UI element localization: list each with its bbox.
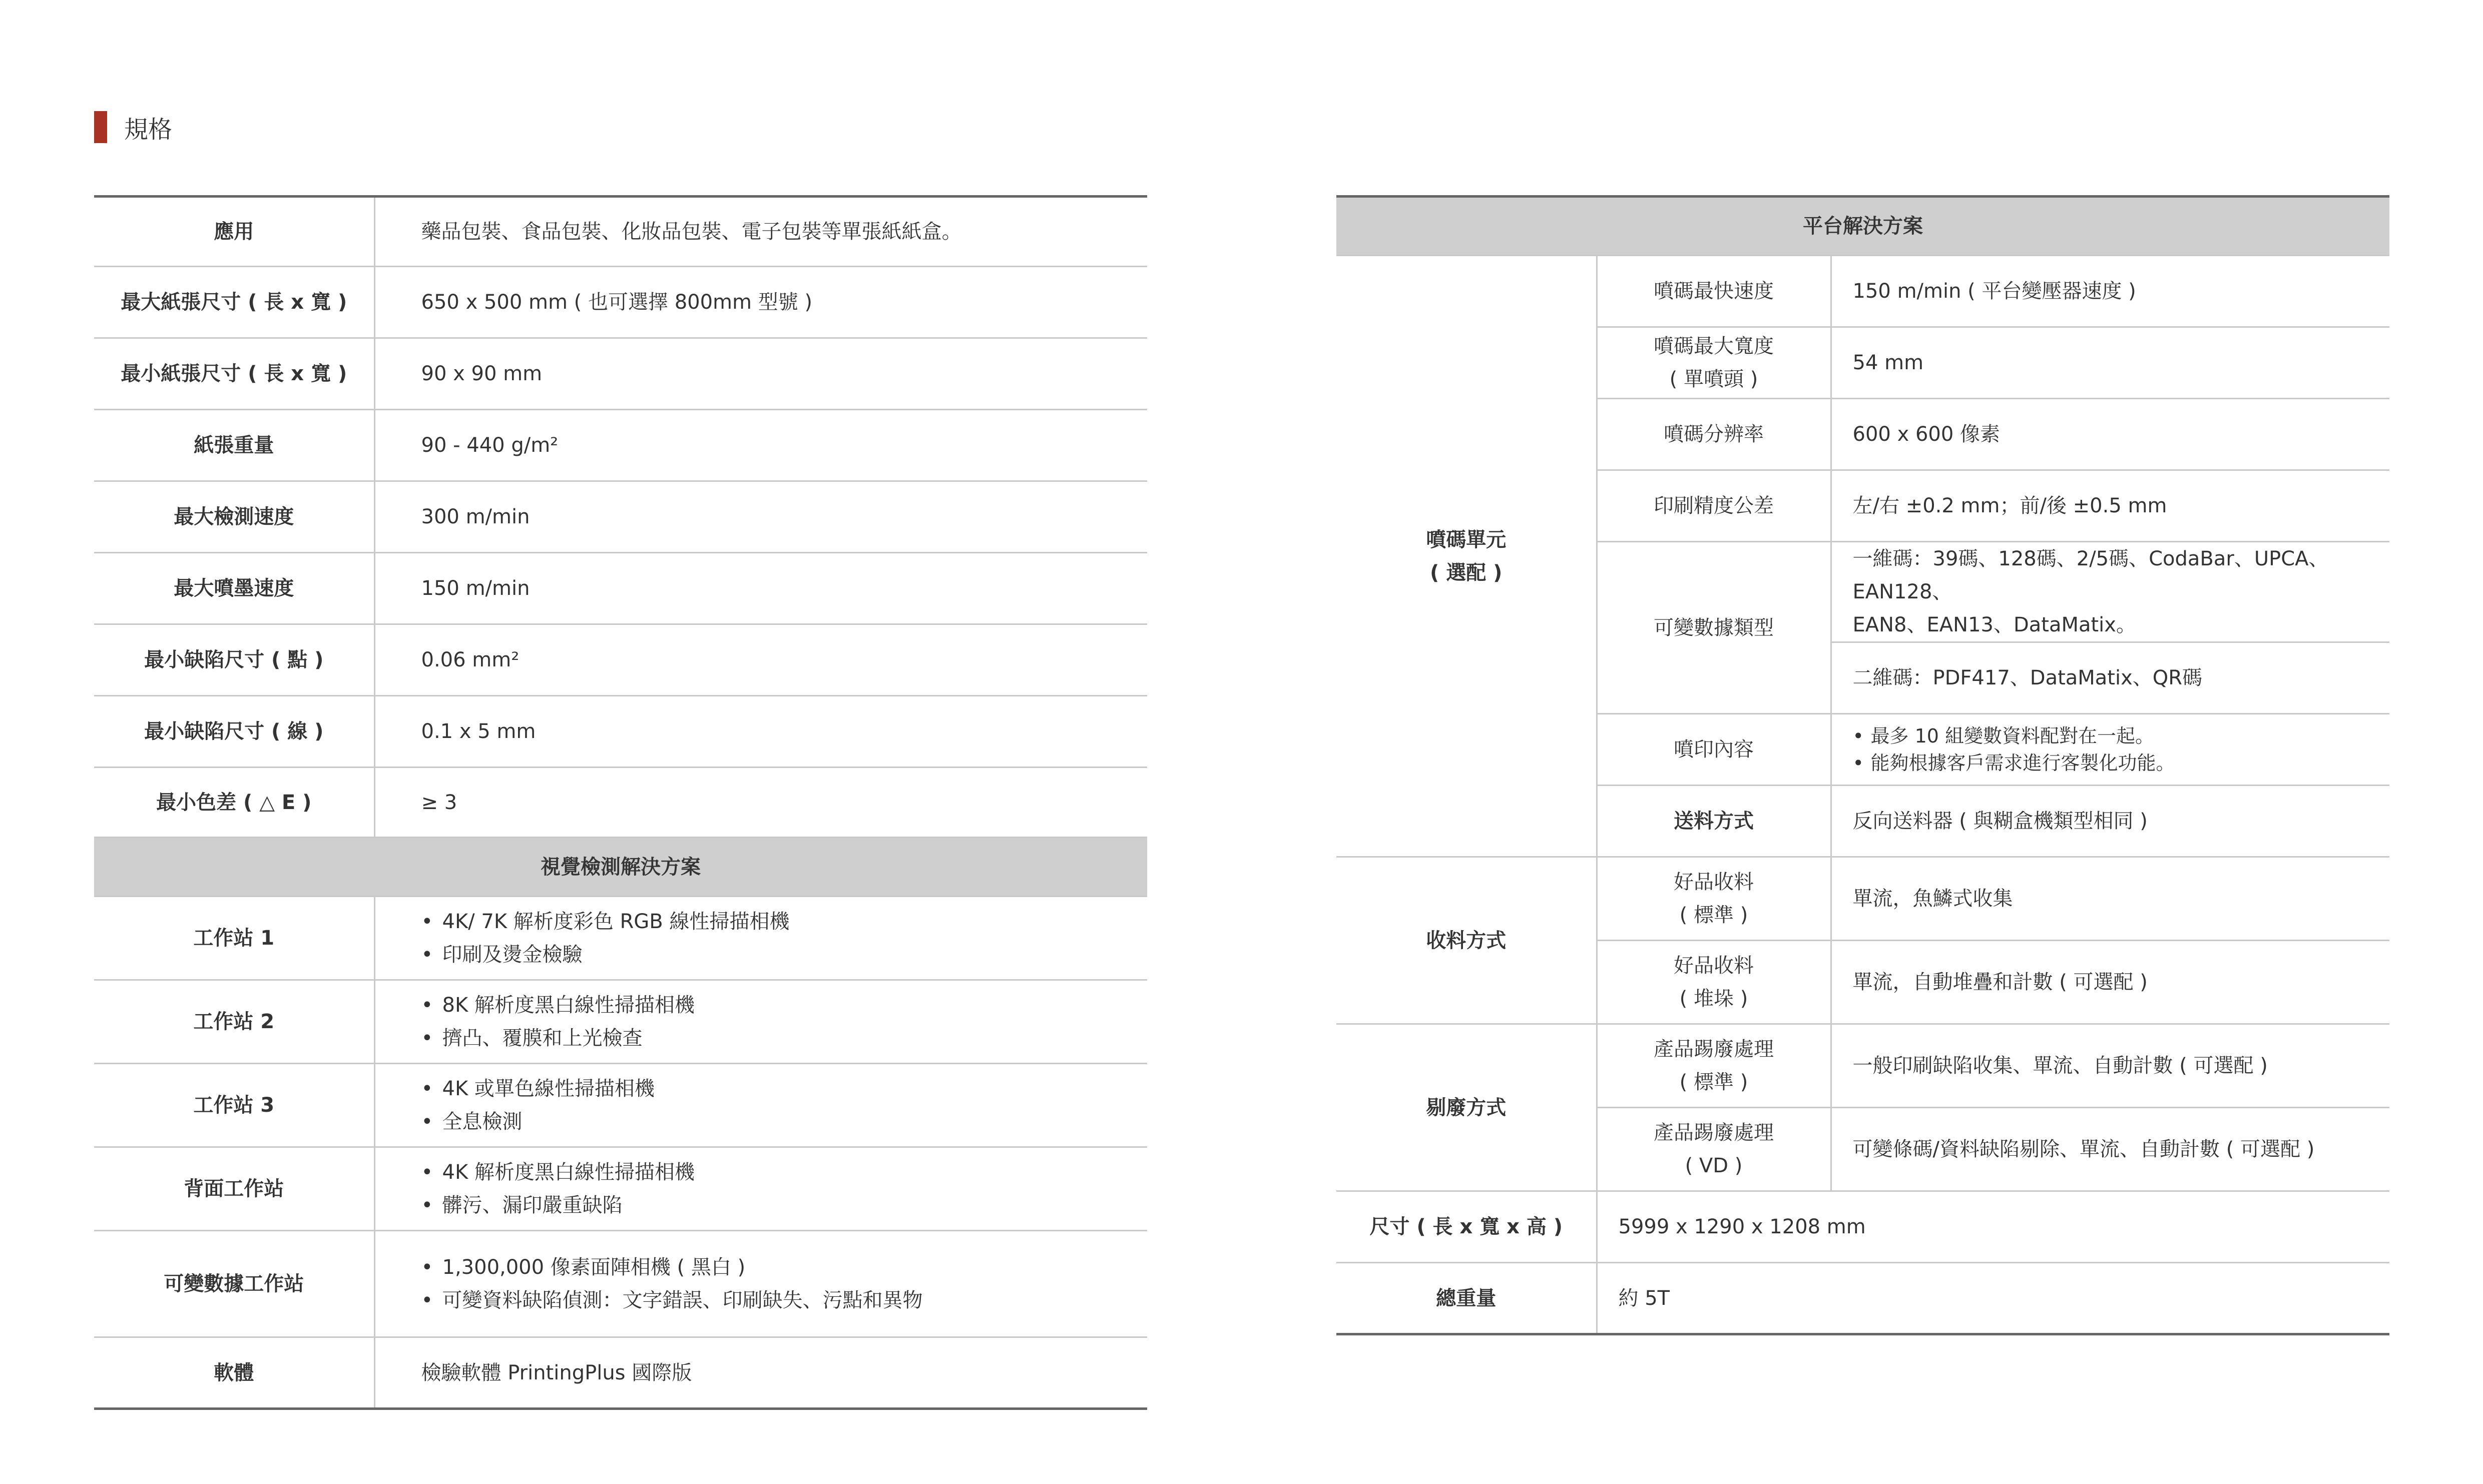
sub-label-line1: 產品踢廢處理 — [1654, 1121, 1774, 1144]
content-bullets — [1853, 722, 2390, 777]
sub-label: 可變數據類型 — [1597, 542, 1831, 714]
reject-label: 剔廢方式 — [1336, 1024, 1597, 1191]
table-row — [94, 553, 1147, 624]
barcode-1d-line2: EAN8、EAN13、DataMatix。 — [1852, 613, 2136, 636]
table-row — [94, 267, 1147, 338]
sub-label-line2: ( 標準 ) — [1679, 904, 1748, 927]
list-item: • 能夠根據客戶需求進行客製化功能。 — [1853, 750, 2390, 777]
list-item: • 全息檢測 — [421, 1105, 1148, 1138]
row-label: 最大紙張尺寸 ( 長 x 寬 ) — [94, 267, 374, 338]
size-value: 5999 x 1290 x 1208 mm — [1597, 1191, 2389, 1263]
row-label: 軟體 — [94, 1337, 374, 1409]
sub-label — [1597, 941, 1831, 1024]
station-label: 背面工作站 — [94, 1147, 374, 1231]
vision-header-row — [94, 838, 1147, 897]
row-value: 單流，自動堆疊和計數 ( 可選配 ) — [1831, 941, 2389, 1024]
sub-label — [1597, 857, 1831, 941]
size-label: 尺寸 ( 長 x 寬 x 高 ) — [1336, 1191, 1597, 1263]
title-accent-bar — [94, 111, 107, 143]
page-title: 規格 — [124, 115, 173, 144]
row-value: 90 x 90 mm — [374, 338, 1147, 410]
platform-header-row — [1336, 197, 2389, 256]
spec-table-left — [94, 195, 1147, 1410]
row-value: 左/右 ±0.2 mm；前/後 ±0.5 mm — [1831, 470, 2389, 542]
station-row — [94, 897, 1147, 980]
feed-label: 送料方式 — [1597, 786, 1831, 857]
list-item: • 印刷及燙金檢驗 — [421, 938, 1148, 971]
sub-label-line1: 好品收料 — [1674, 871, 1754, 894]
row-value: 可變條碼/資料缺陷剔除、單流、自動計數 ( 可選配 ) — [1831, 1108, 2389, 1191]
station-bullets — [421, 1072, 1148, 1138]
row-label: 最小缺陷尺寸 ( 點 ) — [94, 624, 374, 696]
station-label: 工作站 2 — [94, 980, 374, 1064]
table-row — [1336, 857, 2389, 941]
list-item: • 8K 解析度黑白線性掃描相機 — [421, 989, 1148, 1022]
barcode-2d: 二維碼：PDF417、DataMatix、QR碼 — [1831, 642, 2389, 714]
sub-label — [1597, 1024, 1831, 1108]
table-row — [1336, 1024, 2389, 1108]
sub-label-line2: ( VD ) — [1685, 1154, 1743, 1177]
table-row — [94, 768, 1147, 838]
vision-header: 視覺檢測解決方案 — [94, 838, 1147, 897]
sub-label: 噴印內容 — [1597, 714, 1831, 786]
table-row — [94, 410, 1147, 481]
row-label: 最大檢測速度 — [94, 481, 374, 553]
sub-label-line2: ( 堆垛 ) — [1679, 987, 1748, 1010]
station-label: 工作站 3 — [94, 1064, 374, 1147]
list-item: • 可變資料缺陷偵測：文字錯誤、印刷缺失、污點和異物 — [421, 1284, 1148, 1317]
station-bullets — [421, 1156, 1148, 1222]
row-value: 檢驗軟體 PrintingPlus 國際版 — [374, 1337, 1147, 1409]
sub-label: 噴碼最快速度 — [1597, 256, 1831, 327]
station-row — [94, 980, 1147, 1064]
list-item: • 4K/ 7K 解析度彩色 RGB 線性掃描相機 — [421, 905, 1148, 938]
table-row — [94, 481, 1147, 553]
row-value — [1831, 542, 2389, 642]
spec-table-right — [1336, 195, 2389, 1335]
collect-label: 收料方式 — [1336, 857, 1597, 1024]
row-value: 0.1 x 5 mm — [374, 696, 1147, 768]
sub-label: 印刷精度公差 — [1597, 470, 1831, 542]
sub-label-line1: 好品收料 — [1674, 954, 1754, 977]
list-item: • 擠凸、覆膜和上光檢查 — [421, 1022, 1148, 1055]
sub-label — [1597, 327, 1831, 399]
platform-header: 平台解決方案 — [1336, 197, 2389, 256]
list-item: • 最多 10 組變數資料配對在一起。 — [1853, 722, 2390, 750]
sub-label-line1: 產品踢廢處理 — [1654, 1038, 1774, 1061]
row-label: 最大噴墨速度 — [94, 553, 374, 624]
row-value: 藥品包裝、食品包裝、化妝品包裝、電子包裝等單張紙紙盒。 — [374, 197, 1147, 267]
row-value: 單流，魚鱗式收集 — [1831, 857, 2389, 941]
station-row — [94, 1147, 1147, 1231]
station-bullets — [421, 1251, 1148, 1317]
row-label: 最小缺陷尺寸 ( 線 ) — [94, 696, 374, 768]
station-label: 工作站 1 — [94, 897, 374, 980]
list-item: • 4K 或單色線性掃描相機 — [421, 1072, 1148, 1105]
station-row — [94, 1064, 1147, 1147]
table-row — [94, 1337, 1147, 1409]
station-bullets — [421, 905, 1148, 971]
feed-value: 反向送料器 ( 與糊盒機類型相同 ) — [1831, 786, 2389, 857]
row-value: 0.06 mm² — [374, 624, 1147, 696]
table-row — [94, 197, 1147, 267]
sub-label: 噴碼分辨率 — [1597, 399, 1831, 470]
sub-label — [1597, 1108, 1831, 1191]
list-item: • 1,300,000 像素面陣相機 ( 黑白 ) — [421, 1251, 1148, 1284]
station-bullets — [421, 989, 1148, 1055]
row-label: 紙張重量 — [94, 410, 374, 481]
inkjet-label-line2: ( 選配 ) — [1430, 561, 1503, 584]
inkjet-label — [1336, 256, 1597, 857]
row-value: 54 mm — [1831, 327, 2389, 399]
row-value: 300 m/min — [374, 481, 1147, 553]
table-row — [94, 624, 1147, 696]
barcode-1d-line1: 一維碼：39碼、128碼、2/5碼、CodaBar、UPCA、EAN128、 — [1852, 547, 2329, 603]
table-row — [1336, 1191, 2389, 1263]
row-label: 最小色差 ( △ E ) — [94, 768, 374, 838]
row-value: ≥ 3 — [374, 768, 1147, 838]
table-row — [1336, 256, 2389, 327]
row-label: 應用 — [94, 197, 374, 267]
row-value: 一般印刷缺陷收集、單流、自動計數 ( 可選配 ) — [1831, 1024, 2389, 1108]
list-item: • 4K 解析度黑白線性掃描相機 — [421, 1156, 1148, 1189]
row-value: 90 - 440 g/m² — [374, 410, 1147, 481]
row-value: 600 x 600 像素 — [1831, 399, 2389, 470]
table-row — [94, 696, 1147, 768]
table-row — [94, 338, 1147, 410]
sub-label-line2: ( 標準 ) — [1679, 1071, 1748, 1094]
list-item: • 髒污、漏印嚴重缺陷 — [421, 1189, 1148, 1222]
weight-value: 約 5T — [1597, 1263, 2389, 1334]
row-value: 150 m/min — [374, 553, 1147, 624]
station-label: 可變數據工作站 — [94, 1231, 374, 1337]
row-label: 最小紙張尺寸 ( 長 x 寬 ) — [94, 338, 374, 410]
table-row — [1336, 1263, 2389, 1334]
row-value: 150 m/min ( 平台變壓器速度 ) — [1831, 256, 2389, 327]
sub-label-line1: 噴碼最大寬度 — [1654, 335, 1774, 358]
station-row — [94, 1231, 1147, 1337]
section-title — [94, 111, 172, 143]
weight-label: 總重量 — [1336, 1263, 1597, 1334]
row-value: 650 x 500 mm ( 也可選擇 800mm 型號 ) — [374, 267, 1147, 338]
sub-label-line2: ( 單噴頭 ) — [1669, 368, 1758, 391]
inkjet-label-line1: 噴碼單元 — [1426, 528, 1507, 551]
